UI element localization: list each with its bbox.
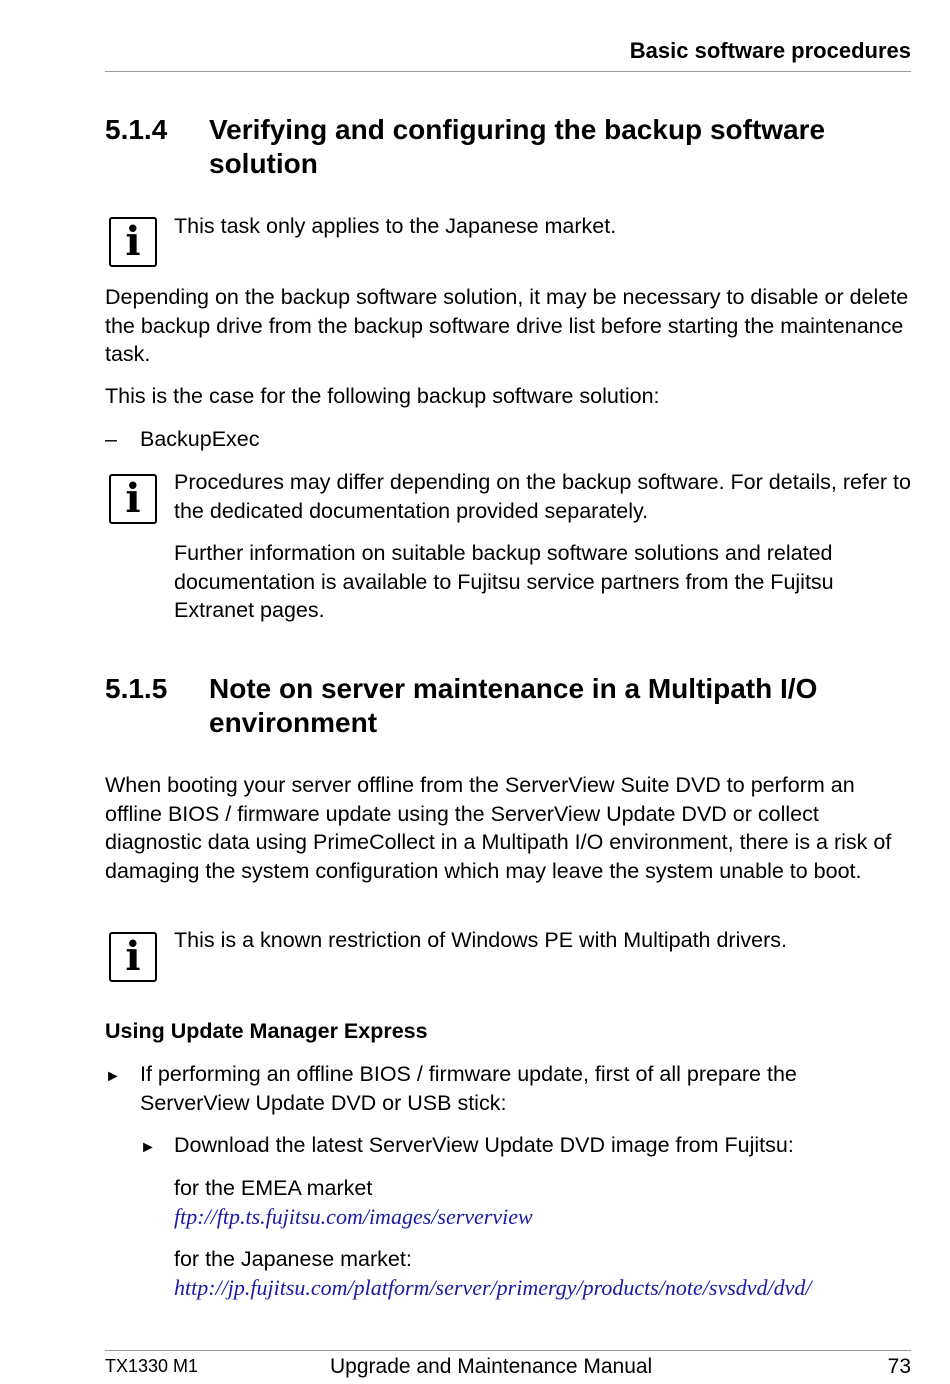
info-note: Procedures may differ depending on the backup software. For details, refer to the dedicated documentation provided separately. [174, 470, 911, 523]
info-icon: i [109, 474, 157, 524]
japan-download-link[interactable]: http://jp.fujitsu.com/platform/server/primergy/products/note/svsdvd/dvd/ [174, 1275, 812, 1300]
step-arrow-icon: ► [140, 1139, 156, 1156]
section-number: 5.1.4 [105, 114, 168, 145]
page-number: 73 [887, 1355, 911, 1378]
paragraph: When booting your server offline from the ServerView Suite DVD to perform an offline BIOS / firmware update using the ServerView Update DVD or collect diagnostic data using PrimeCollect in a Multipath I/O environment, there is a risk of damaging the system configuration which may leave the system unable to boot. [105, 773, 892, 883]
section-title: Verifying and configuring the backup software solution [209, 114, 826, 179]
list-bullet-dash: – [105, 427, 117, 451]
footer-manual-title: Upgrade and Maintenance Manual [330, 1355, 653, 1378]
emea-download-link[interactable]: ftp://ftp.ts.fujitsu.com/images/serverview [174, 1204, 533, 1229]
info-note: This task only applies to the Japanese market. [174, 214, 617, 238]
list-item: BackupExec [140, 427, 260, 451]
footer-model: TX1330 M1 [105, 1356, 199, 1376]
footer-divider [105, 1350, 911, 1351]
section-number: 5.1.5 [105, 673, 168, 704]
subheading: Using Update Manager Express [105, 1019, 428, 1043]
paragraph: Depending on the backup software solution, it may be necessary to disable or delete the backup drive from the backup software drive list before starting the maintenance task. [105, 285, 909, 366]
substep-text: Download the latest ServerView Update DVD image from Fujitsu: [174, 1133, 794, 1157]
market-label: for the EMEA market [174, 1176, 373, 1200]
step-text: If performing an offline BIOS / firmware update, first of all prepare the ServerView Update DVD or USB stick: [140, 1062, 797, 1115]
market-label: for the Japanese market: [174, 1247, 412, 1271]
step-arrow-icon: ► [105, 1068, 121, 1085]
running-header: Basic software procedures [629, 38, 911, 63]
header-divider [105, 71, 911, 72]
info-icon: i [109, 217, 157, 267]
info-note-continued: Further information on suitable backup software solutions and related documentation is available to Fujitsu service partners from the Fujitsu Extranet pages. [174, 541, 834, 622]
info-icon: i [109, 932, 157, 982]
paragraph: This is the case for the following backup software solution: [105, 384, 660, 408]
section-title: Note on server maintenance in a Multipath I/O environment [209, 673, 818, 738]
section-heading-5-1-4 [105, 113, 911, 183]
info-note: This is a known restriction of Windows PE with Multipath drivers. [174, 928, 787, 952]
section-heading-5-1-5 [105, 672, 911, 742]
